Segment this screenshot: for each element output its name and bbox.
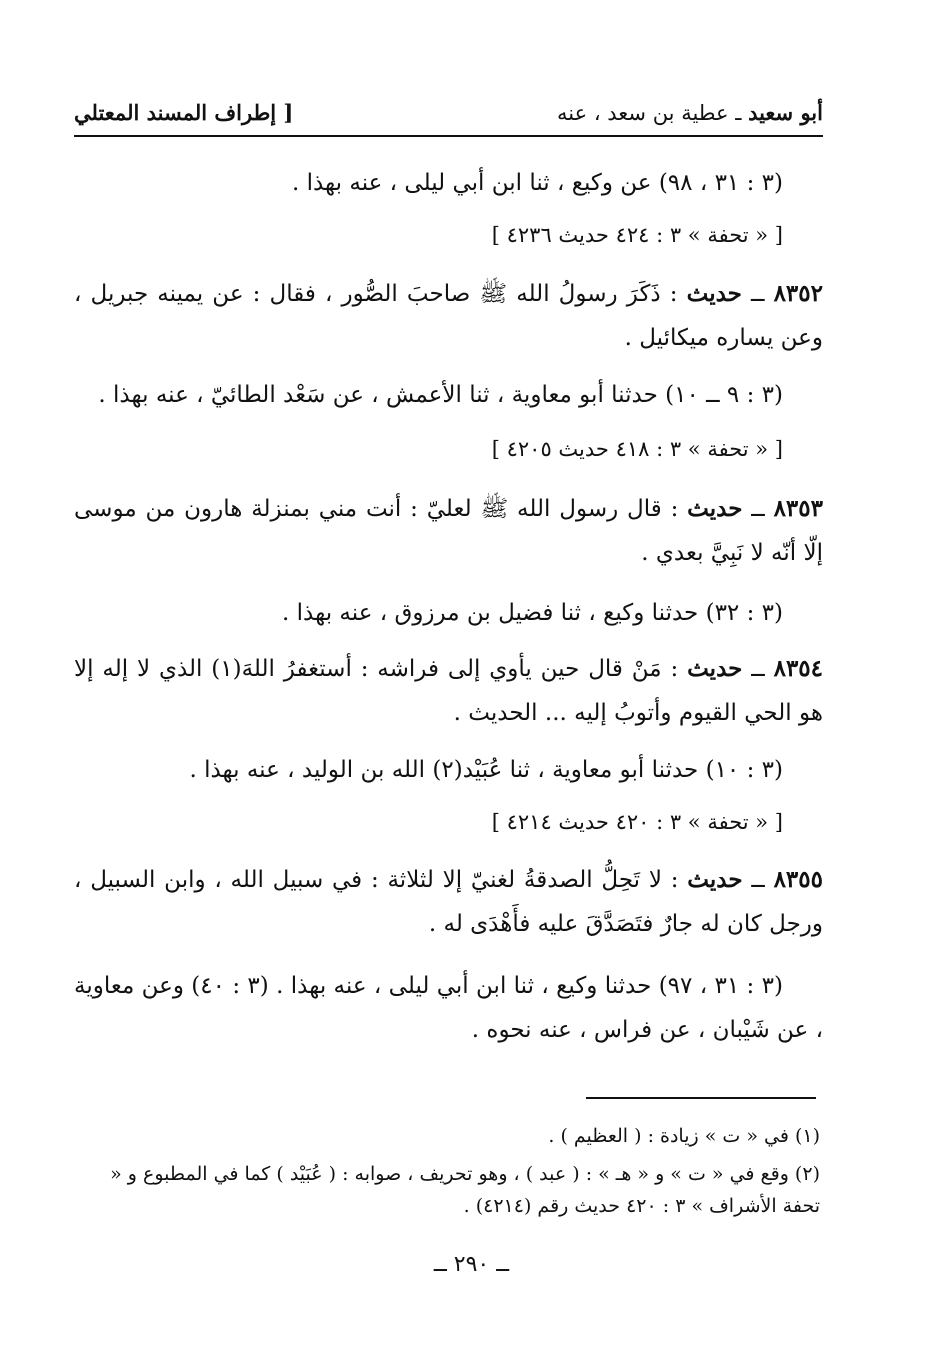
hadith-text: : قال رسول الله ﷺ لعليّ : أنت مني بمنزلة هارون من موسى إلّا أنّه لا نَبِيَّ بعدي . bbox=[74, 496, 823, 566]
header-narrator-name: أبو سعيد bbox=[748, 100, 823, 125]
footnote-1: (١) في « ت » زيادة : ( العظيم ) . bbox=[548, 1125, 820, 1147]
hadith-entry-8355: ٨٣٥٥ ــ حديث : لا تَحِلُّ الصدقةُ لغنيّ إلا لثلاثة : في سبيل الله ، وابن السبيل ، ورجل كان له جارٌ فتَصَدَّقَ عليه فأَهْدَى له . bbox=[74, 866, 823, 937]
hadith-label: حديث bbox=[687, 495, 743, 522]
hadith-label: حديث bbox=[687, 655, 743, 682]
header-divider bbox=[74, 135, 823, 137]
hadith-entry-8352: ٨٣٥٢ ــ حديث : ذَكَرَ رسولُ الله ﷺ صاحبَ الصُّور ، فقال : عن يمينه جبريل ، وعن يساره ميكائيل . bbox=[74, 280, 823, 351]
hadith-label: حديث bbox=[687, 866, 743, 893]
hadith-number: ٨٣٥٥ bbox=[773, 866, 823, 893]
hadith-number: ٨٣٥٤ bbox=[773, 655, 824, 682]
hadith-label: حديث bbox=[686, 280, 742, 307]
footnote-divider bbox=[586, 1097, 816, 1099]
hadith-text: : مَنْ قال حين يأوي إلى فراشه : أستغفرُ اللهَ(١) الذي لا إله إلا هو الحي القيوم وأتوبُ إليه ... الحديث . bbox=[74, 656, 823, 726]
hadith-chain-8354: (٣ : ١٠) حدثنا أبو معاوية ، ثنا عُبَيْد(٢) الله بن الوليد ، عنه بهذا . bbox=[189, 757, 783, 783]
page-number: ــ ٢٩٠ ــ bbox=[433, 1252, 510, 1277]
hadith-number: ٨٣٥٣ bbox=[773, 495, 823, 522]
footnote-2: (٢) وقع في « ت » و « هـ » : ( عبد ) ، وهو تحريف ، صوابه : ( عُبَيْد ) كما في المطبوع و « تحفة الأشراف » ٣ : ٤٢٠ حديث رقم (٤٢١٤) . bbox=[110, 1163, 820, 1217]
tuhfa-citation-3: [ « تحفة » ٣ : ٤٢٠ حديث ٤٢١٤ ] bbox=[491, 810, 783, 834]
header-narrator-chain: ـ عطية بن سعد ، عنه bbox=[557, 101, 749, 125]
hadith-chain-8353: (٣ : ٣٢) حدثنا وكيع ، ثنا فضيل بن مرزوق ، عنه بهذا . bbox=[282, 600, 783, 626]
hadith-chain-8352: (٣ : ٩ ــ ١٠) حدثنا أبو معاوية ، ثنا الأعمش ، عن سَعْد الطائيّ ، عنه بهذا . bbox=[98, 382, 783, 408]
chain-line-1: (٣ : ٣١ ، ٩٨) عن وكيع ، ثنا ابن أبي ليلى ، عنه بهذا . bbox=[291, 170, 783, 196]
hadith-entry-8353: ٨٣٥٣ ــ حديث : قال رسول الله ﷺ لعليّ : أنت مني بمنزلة هارون من موسى إلّا أنّه لا نَبِيَّ بعدي . bbox=[74, 495, 823, 566]
header-book-title: [ إطراف المسند المعتلي bbox=[74, 100, 294, 125]
hadith-entry-8354: ٨٣٥٤ ــ حديث : مَنْ قال حين يأوي إلى فراشه : أستغفرُ اللهَ(١) الذي لا إله إلا هو الحي القيوم وأتوبُ إليه ... الحديث . bbox=[74, 655, 824, 726]
hadith-number: ٨٣٥٢ bbox=[773, 280, 823, 307]
tuhfa-citation-1: [ « تحفة » ٣ : ٤٢٤ حديث ٤٢٣٦ ] bbox=[491, 223, 783, 247]
running-header bbox=[74, 96, 823, 136]
tuhfa-citation-2: [ « تحفة » ٣ : ٤١٨ حديث ٤٢٠٥ ] bbox=[491, 437, 783, 461]
hadith-chain-8355: (٣ : ٣١ ، ٩٧) حدثنا وكيع ، ثنا ابن أبي ليلى ، عنه بهذا . (٣ : ٤٠) وعن معاوية ، عن شَيْبان ، عن فراس ، عنه نحوه . bbox=[74, 973, 823, 1043]
hadith-text: : ذَكَرَ رسولُ الله ﷺ صاحبَ الصُّور ، فقال : عن يمينه جبريل ، وعن يساره ميكائيل . bbox=[74, 281, 823, 351]
header-narrator-title bbox=[557, 100, 823, 125]
hadith-text: : لا تَحِلُّ الصدقةُ لغنيّ إلا لثلاثة : في سبيل الله ، وابن السبيل ، ورجل كان له جارٌ فتَصَدَّقَ عليه فأَهْدَى له . bbox=[74, 867, 823, 937]
